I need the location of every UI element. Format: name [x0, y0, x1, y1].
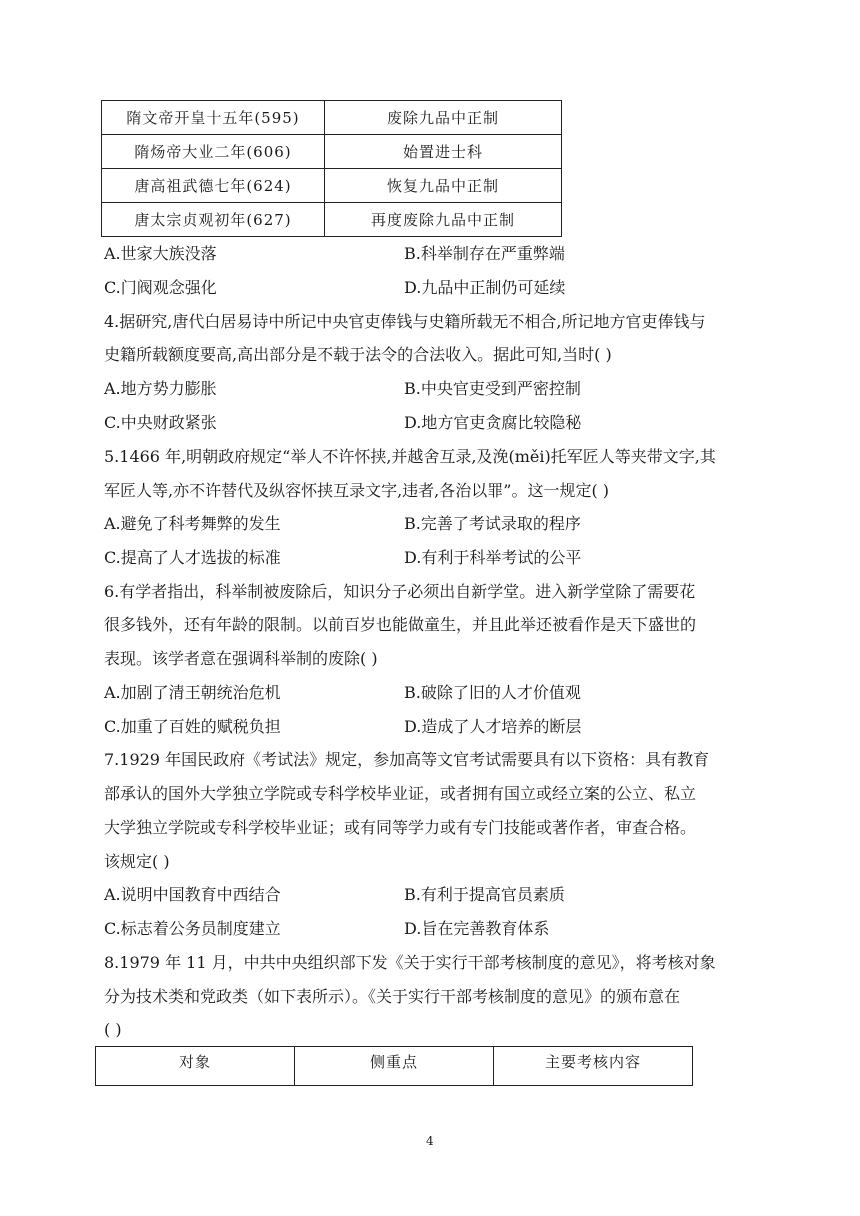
- q3-option-c: C.门阀观念强化: [104, 278, 217, 297]
- q7-stem-line: 部承认的国外大学独立学院或专科学校毕业证，或者拥有国立或经立案的公立、私立: [104, 784, 697, 803]
- q7-option-c: C.标志着公务员制度建立: [104, 919, 281, 938]
- q8-stem-line: 分为技术类和党政类（如下表所示）。《关于实行干部考核制度的意见》的颁布意在: [104, 987, 681, 1006]
- q8-stem-line: ( ): [104, 1020, 122, 1039]
- table-cell: 再度废除九品中正制: [325, 203, 562, 237]
- table-cell: 始置进士科: [325, 135, 562, 169]
- q6-option-b: B.破除了旧的人才价值观: [404, 683, 581, 702]
- table-row: [102, 169, 562, 203]
- q6-option-c: C.加重了百姓的赋税负担: [104, 717, 281, 736]
- table-row: [102, 101, 562, 135]
- q5-option-c: C.提高了人才选拔的标准: [104, 548, 281, 567]
- table-cell: 废除九品中正制: [325, 101, 562, 135]
- column-header: 主要考核内容: [494, 1047, 693, 1086]
- q5-stem-line: 5.1466 年,明朝政府规定“举人不许怀挟,并越舍互录,及浼(měi)托军匠人等夹带文字,其: [104, 447, 716, 466]
- column-header: 侧重点: [295, 1047, 494, 1086]
- q5-option-b: B.完善了考试录取的程序: [404, 514, 581, 533]
- q6-stem-line: 6.有学者指出，科举制被废除后，知识分子必须出自新学堂。进入新学堂除了需要花: [104, 582, 696, 601]
- column-header: 对象: [96, 1047, 295, 1086]
- q6-stem-line: 很多钱外，还有年龄的限制。以前百岁也能做童生，并且此举还被看作是天下盛世的: [104, 615, 697, 634]
- table-row: [102, 203, 562, 237]
- q7-stem-line: 该规定( ): [104, 852, 170, 871]
- table-header-row: [96, 1047, 693, 1086]
- q7-option-a: A.说明中国教育中西结合: [104, 885, 281, 904]
- q7-stem-line: 大学独立学院或专科学校毕业证；或有同等学力或有专门技能或著作者，审查合格。: [104, 818, 697, 837]
- q4-option-a: A.地方势力膨胀: [104, 379, 217, 398]
- q4-option-d: D.地方官吏贪腐比较隐秘: [404, 413, 582, 432]
- table-cell: 唐太宗贞观初年(627): [102, 203, 325, 237]
- q6-option-a: A.加剧了清王朝统治危机: [104, 683, 281, 702]
- history-events-table: [101, 100, 562, 237]
- q4-stem-line: 史籍所载额度要高,高出部分是不载于法令的合法收入。据此可知,当时( ): [104, 345, 612, 364]
- table-cell: 隋炀帝大业二年(606): [102, 135, 325, 169]
- q7-option-d: D.旨在完善教育体系: [404, 919, 550, 938]
- table-cell: 唐高祖武德七年(624): [102, 169, 325, 203]
- q7-stem-line: 7.1929 年国民政府《考试法》规定，参加高等文官考试需要具有以下资格：具有教育: [104, 750, 710, 769]
- table-cell: 隋文帝开皇十五年(595): [102, 101, 325, 135]
- q4-stem-line: 4.据研究,唐代白居易诗中所记中央官吏俸钱与史籍所载无不相合,所记地方官吏俸钱与: [104, 312, 706, 331]
- page-number: 4: [426, 1134, 434, 1148]
- q4-option-b: B.中央官吏受到严密控制: [404, 379, 581, 398]
- q3-option-a: A.世家大族没落: [104, 244, 217, 263]
- q5-option-a: A.避免了科考舞弊的发生: [104, 514, 281, 533]
- q6-stem-line: 表现。该学者意在强调科举制的废除( ): [104, 649, 378, 668]
- table-row: [102, 135, 562, 169]
- q8-stem-line: 8.1979 年 11 月，中共中央组织部下发《关于实行干部考核制度的意见》，将考核对象: [104, 953, 716, 972]
- q7-option-b: B.有利于提高官员素质: [404, 885, 565, 904]
- table-cell: 恢复九品中正制: [325, 169, 562, 203]
- q5-option-d: D.有利于科举考试的公平: [404, 548, 582, 567]
- q5-stem-line: 军匠人等,亦不许替代及纵容怀挟互录文字,违者,各治以罪”。这一规定( ): [104, 481, 610, 500]
- q3-option-d: D.九品中正制仍可延续: [404, 278, 566, 297]
- q6-option-d: D.造成了人才培养的断层: [404, 717, 582, 736]
- q4-option-c: C.中央财政紧张: [104, 413, 217, 432]
- q3-option-b: B.科举制存在严重弊端: [404, 244, 565, 263]
- assessment-criteria-table: [95, 1046, 693, 1086]
